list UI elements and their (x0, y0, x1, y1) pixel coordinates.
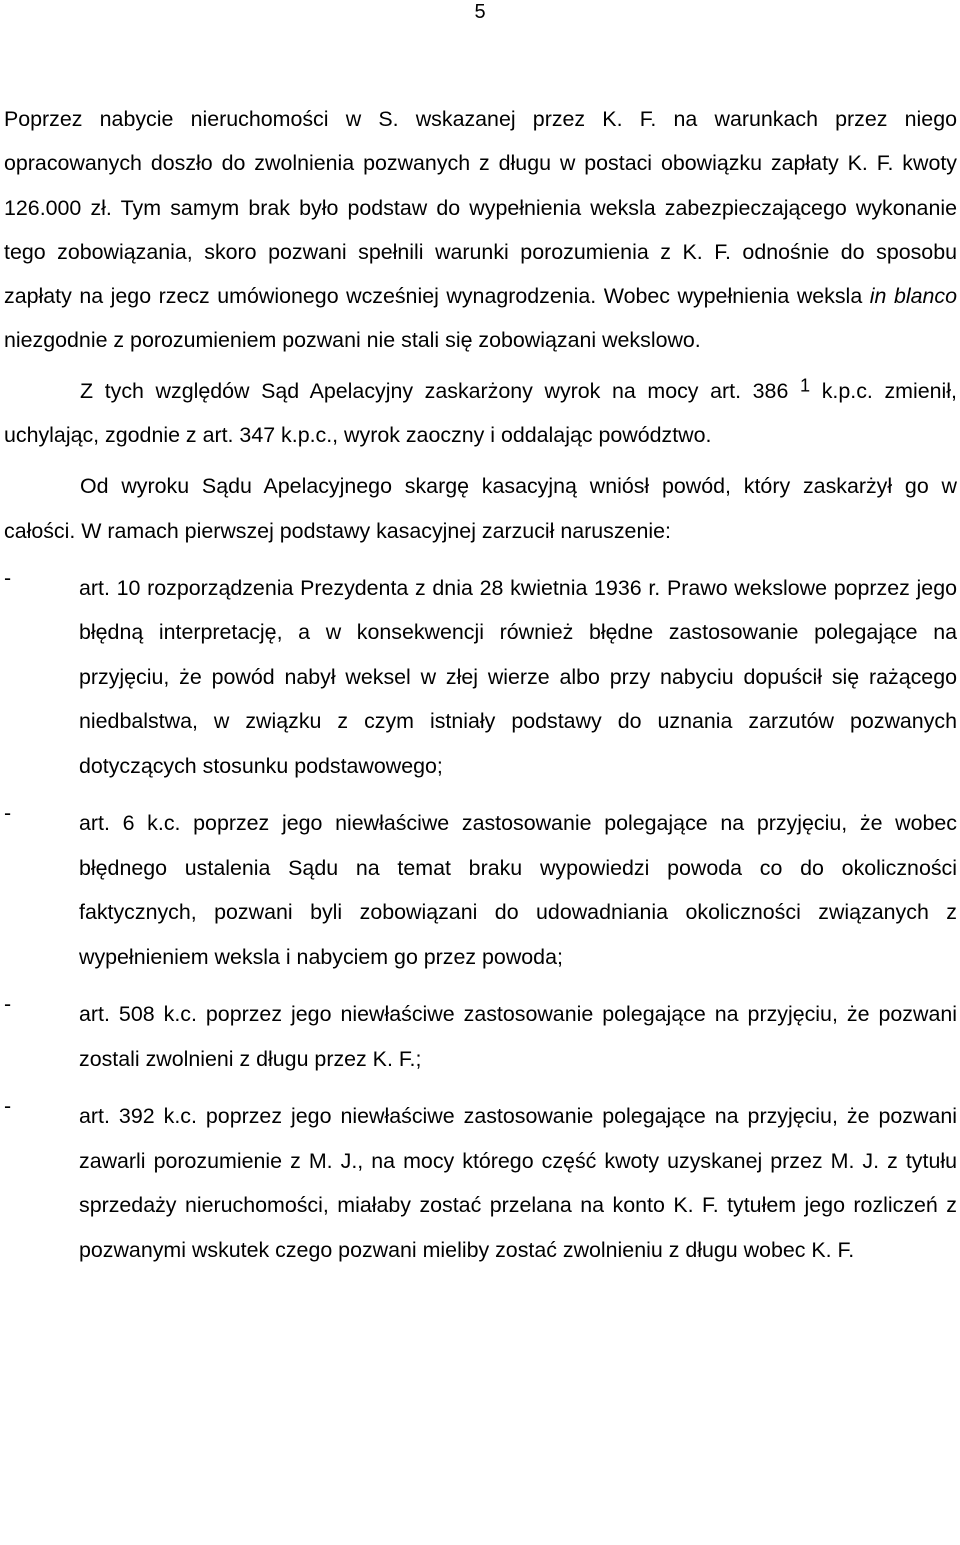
paragraph-2-text-a: Z tych względów Sąd Apelacyjny zaskarżony wyrok na mocy art. 386 (80, 378, 800, 403)
paragraph-1-text-a: Poprzez nabycie nieruchomości w S. wskazanej przez K. F. na warunkach przez niego opracowanych doszło do zwolnienia pozwanych z długu w postaci obowiązku zapłaty K. F. kwoty 126.000 zł. Tym samym brak było podstaw do wypełnienia weksla zabezpieczającego wykonanie tego zobowiązania, skoro pozwani spełnili warunki porozumienia z K. F. odnośnie do sposobu zapłaty na jego rzecz umówionego wcześniej wynagrodzenia. Wobec wypełnienia weksla (4, 107, 957, 309)
list-dash: - (4, 992, 12, 1017)
paragraph-2-text-b: k.p.c. zmienił, uchylając, zgodnie z art. 347 k.p.c., wyrok zaoczny i oddalając powództwo. (4, 378, 957, 448)
paragraph-2 (4, 369, 957, 458)
list-dash: - (4, 1094, 12, 1119)
list-item-text: art. 392 k.c. poprzez jego niewłaściwe zastosowanie polegające na przyjęciu, że pozwani zawarli porozumienie z M. J., na mocy którego część kwoty uzyskanej przez M. J. z tytułu sprzedaży nieruchomości, miałaby zostać przelana na konto K. F. tytułem jego rozliczeń z pozwanymi wskutek czego pozwani mieliby zostać zwolnieniu z długu wobec K. F. (79, 1104, 957, 1262)
list-item-text: art. 6 k.c. poprzez jego niewłaściwe zastosowanie polegające na przyjęciu, że wobec błędnego ustalenia Sądu na temat braku wypowiedzi powoda co do okoliczności faktycznych, pozwani byli zobowiązani do udowadniania okoliczności związanych z wypełnieniem weksla i nabyciem go przez powoda; (79, 811, 957, 969)
list-item (4, 566, 957, 789)
paragraph-3: Od wyroku Sądu Apelacyjnego skargę kasacyjną wniósł powód, który zaskarżył go w całości. W ramach pierwszej podstawy kasacyjnej zarzucił naruszenie: (4, 474, 957, 543)
list-item-text: art. 10 rozporządzenia Prezydenta z dnia 28 kwietnia 1936 r. Prawo wekslowe poprzez jego błędną interpretację, a w konsekwencji również błędne zastosowanie polegające na przyjęciu, że powód nabył weksel w złej wierze albo przy nabyciu dopuścił się rażącego niedbalstwa, w związku z czym istniały podstawy do uznania zarzutów pozwanych dotyczących stosunku podstawowego; (79, 575, 957, 778)
page-number: 5 (474, 1, 486, 23)
list-item (4, 1094, 957, 1272)
document-body (4, 97, 957, 1272)
list-item-text: art. 508 k.c. poprzez jego niewłaściwe zastosowanie polegające na przyjęciu, że pozwani zostali zwolnieni z długu przez K. F.; (79, 1002, 957, 1071)
paragraph-1 (4, 97, 957, 363)
paragraph-1-text-b: niezgodnie z porozumieniem pozwani nie stali się zobowiązani wekslowo. (4, 328, 701, 353)
paragraph-1-italic-term: in blanco (869, 284, 957, 309)
list-item (4, 992, 957, 1081)
list-dash: - (4, 801, 12, 826)
list-item (4, 801, 957, 979)
paragraph-2-superscript: 1 (799, 375, 811, 396)
list-dash: - (4, 565, 12, 590)
